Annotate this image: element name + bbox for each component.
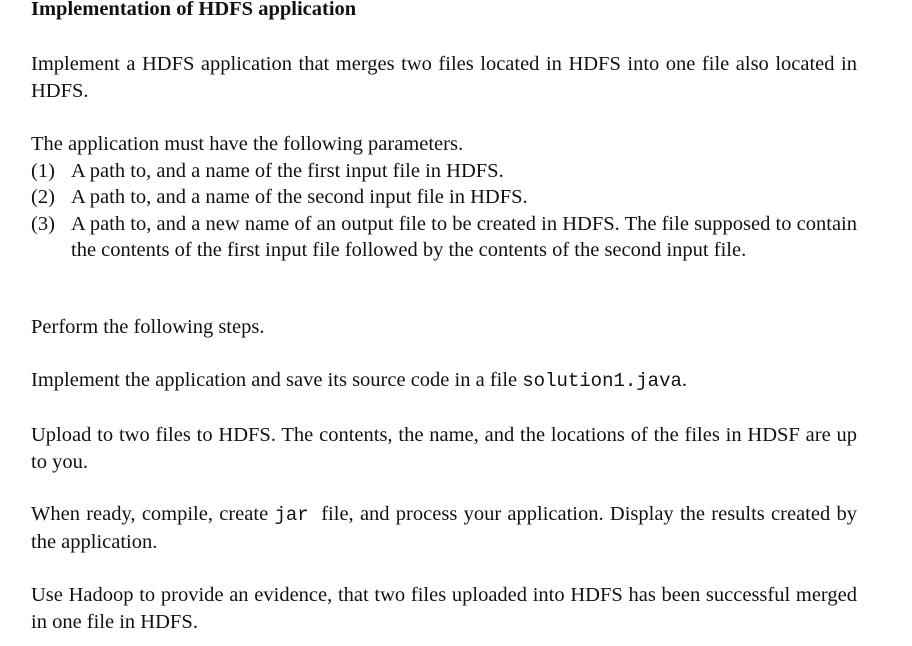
parameter-item	[31, 211, 857, 264]
parameters-section	[31, 131, 857, 264]
parameter-item	[31, 184, 857, 211]
source-filename: solution1.java	[522, 370, 682, 392]
parameters-heading: The application must have the following parameters.	[31, 133, 464, 155]
step-compile-end: file, and process your application. Display the results created by the application.	[31, 503, 863, 553]
steps-heading: Perform the following steps.	[31, 316, 265, 338]
parameter-item	[31, 158, 857, 185]
step-compile-paragraph	[31, 501, 863, 555]
step-implement-paragraph	[31, 367, 857, 395]
step-implement-text: Implement the application and save its source code in a file	[31, 369, 523, 391]
parameter-number: (1)	[31, 159, 55, 182]
jar-keyword: jar	[274, 504, 309, 526]
step-upload-paragraph: Upload to two files to HDFS. The contents, the name, and the locations of the files in HDSF are up to you.	[31, 424, 857, 473]
step-compile-text: When ready, compile, create	[31, 503, 275, 525]
parameter-text: A path to, and a name of the first input file in HDFS.	[71, 159, 504, 182]
parameters-list	[31, 158, 857, 264]
intro-paragraph: Implement a HDFS application that merges two files located in HDFS into one file also located in HDFS.	[31, 53, 857, 102]
step-evidence-paragraph: Use Hadoop to provide an evidence, that two files uploaded into HDFS has been successful merged in one file in HDFS.	[31, 584, 857, 633]
parameter-number: (3)	[31, 212, 55, 235]
parameter-text: A path to, and a name of the second input file in HDFS.	[71, 186, 528, 208]
document-title: Implementation of HDFS application	[31, 0, 357, 20]
parameter-number: (2)	[31, 186, 55, 208]
step-implement-end: .	[681, 369, 688, 391]
parameter-text: A path to, and a new name of an output file to be created in HDFS. The file supposed to contain the contents of the first input file followed by the contents of the second input file.	[71, 212, 857, 261]
